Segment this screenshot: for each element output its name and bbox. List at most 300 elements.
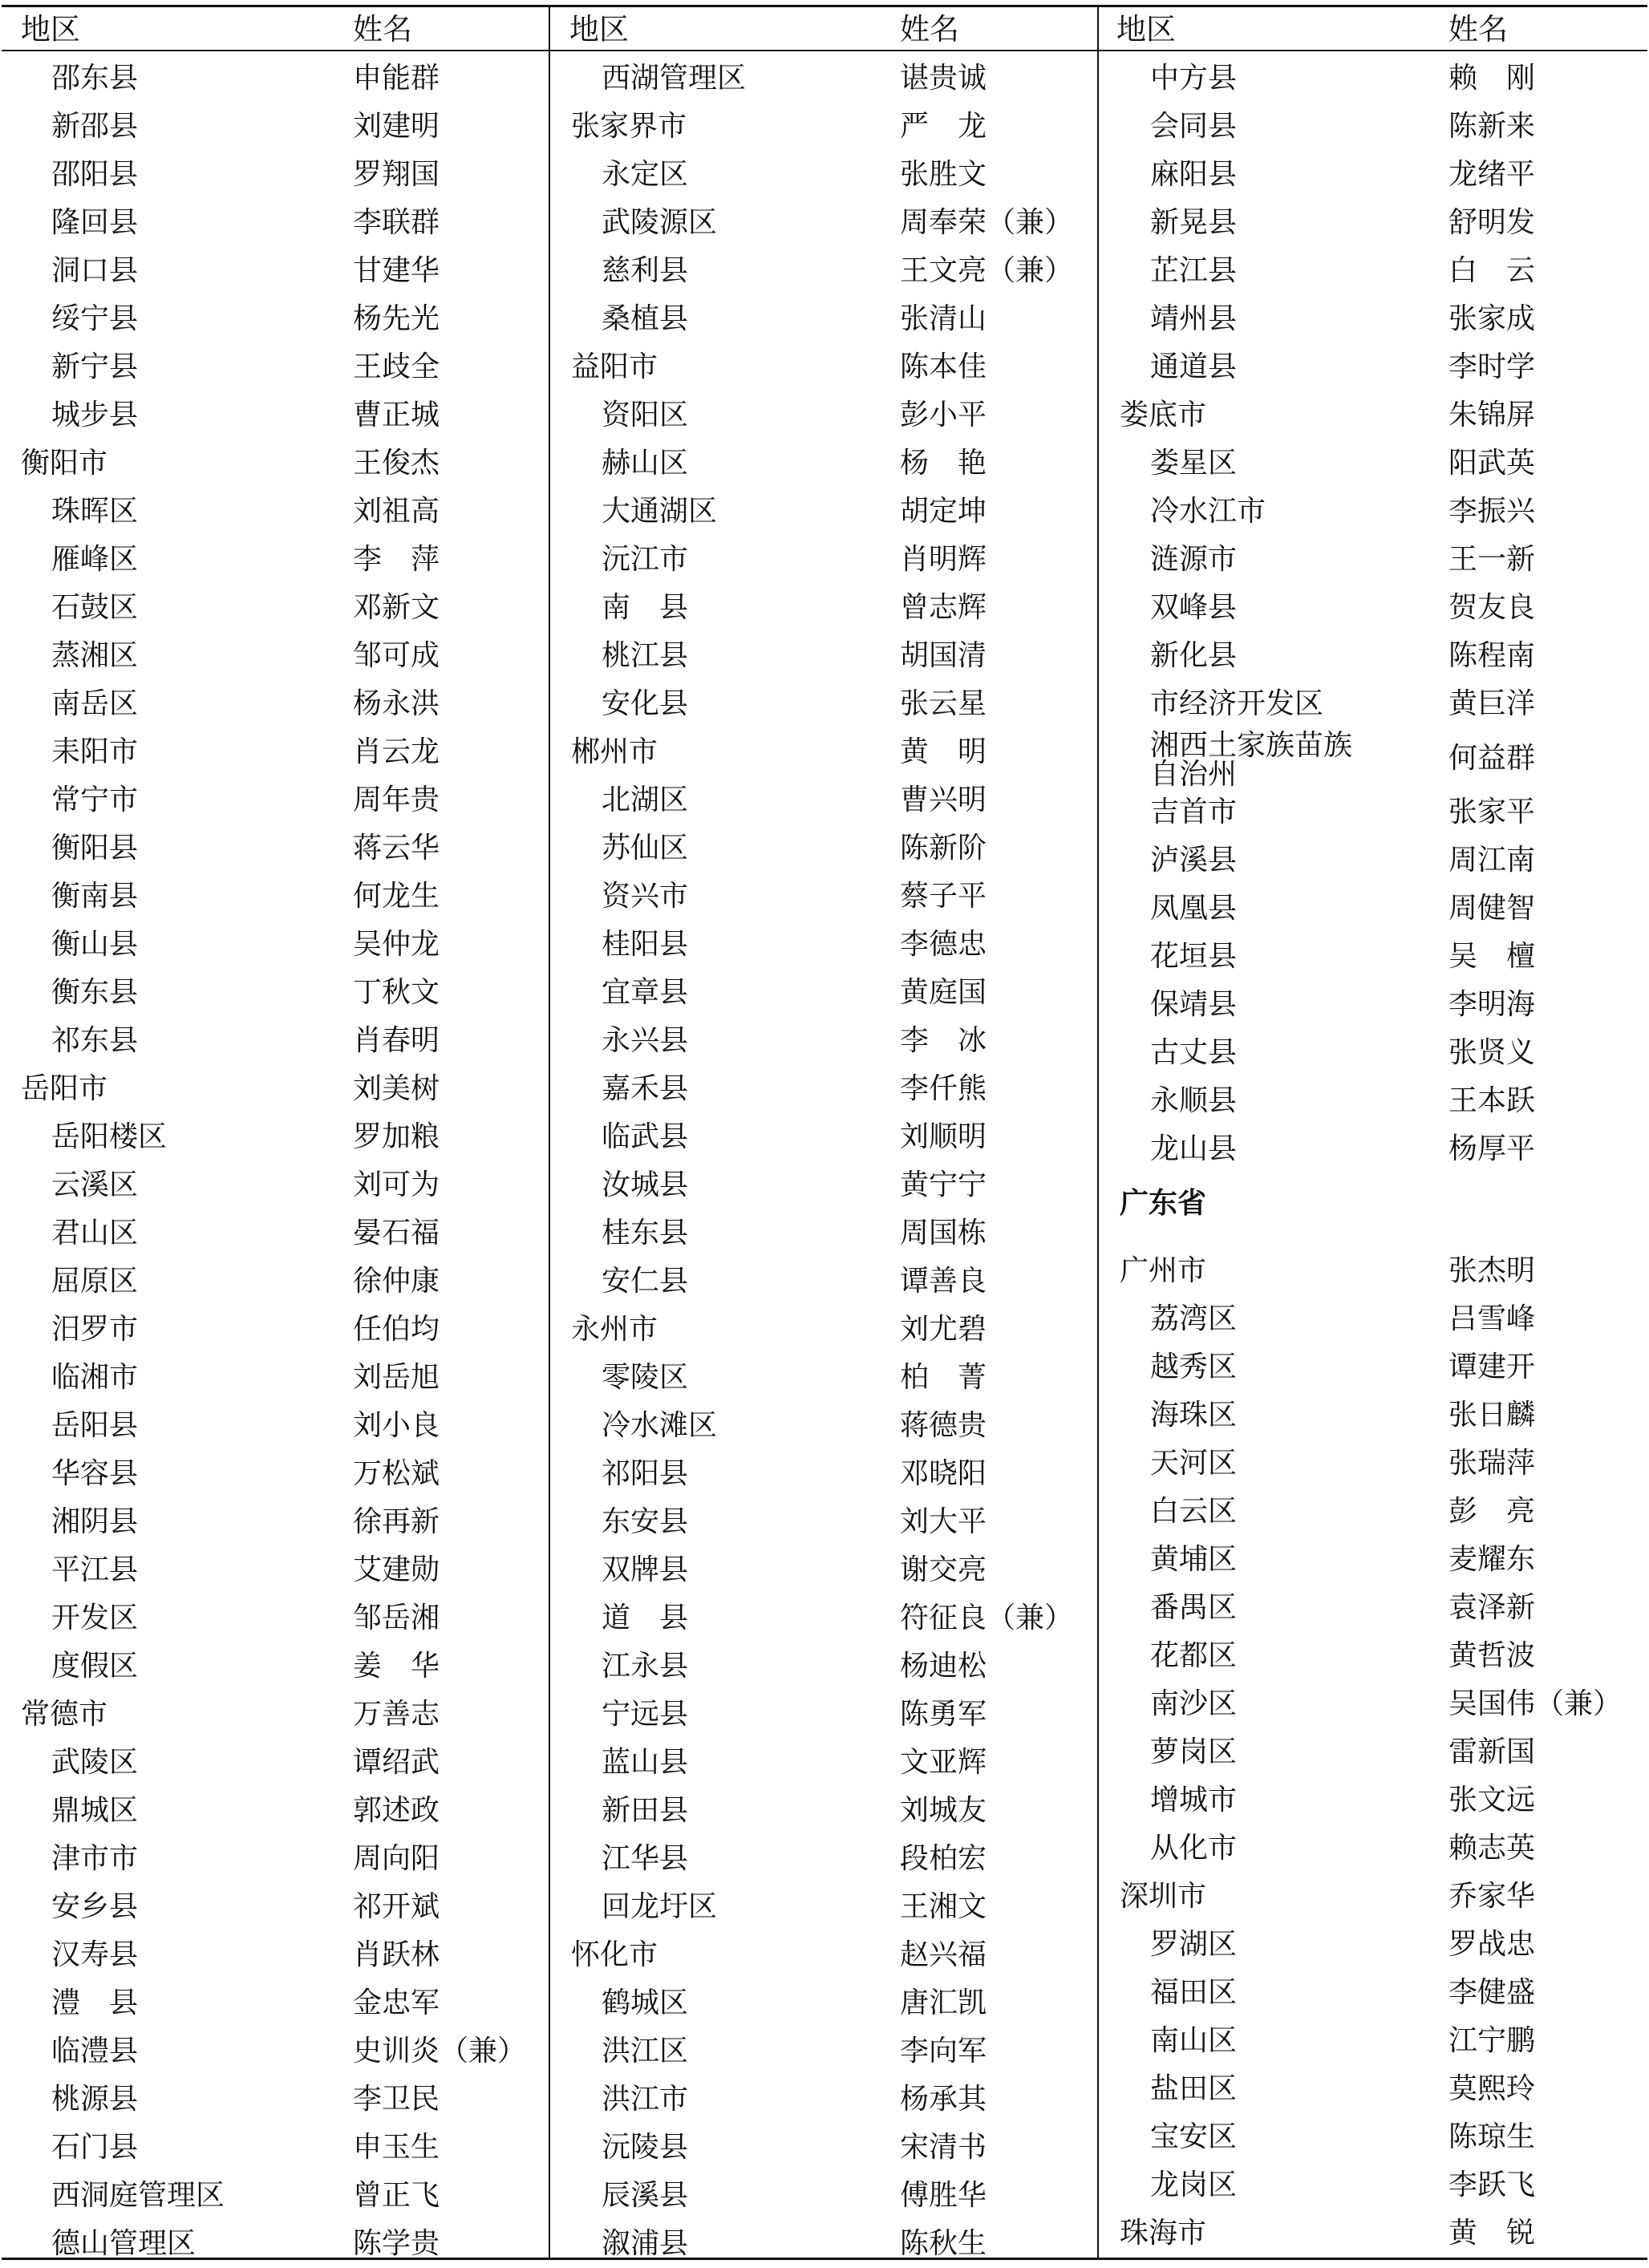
table-row [550, 1979, 1097, 2027]
table-row [0, 776, 547, 824]
area-cell: 邵东县 [51, 62, 139, 95]
table-column-3 [1099, 6, 1646, 2250]
name-cell: 王文亮（兼） [900, 254, 1074, 287]
name-cell: 刘祖高 [353, 495, 440, 528]
area-cell: 苏仙区 [602, 832, 689, 865]
table-row [1099, 728, 1646, 791]
area-header: 地区 [21, 12, 80, 47]
table-row [0, 1258, 547, 1306]
table-row [550, 295, 1097, 343]
name-cell: 王歧全 [353, 350, 440, 383]
area-cell: 南 县 [602, 591, 689, 624]
area-cell: 江华县 [602, 1842, 689, 1875]
area-cell: 新化县 [1150, 639, 1238, 672]
name-cell: 李 冰 [900, 1024, 987, 1057]
area-cell: 永顺县 [1150, 1084, 1238, 1117]
area-cell: 湘阴县 [51, 1505, 139, 1538]
name-cell: 王一新 [1448, 543, 1536, 576]
table-row [1099, 488, 1646, 536]
name-cell: 乔家华 [1448, 1880, 1536, 1913]
table-row [0, 680, 547, 728]
area-cell: 永兴县 [602, 1024, 689, 1057]
table-row [1099, 2065, 1646, 2113]
name-cell: 谭建开 [1448, 1351, 1536, 1383]
area-cell: 广州市 [1120, 1254, 1207, 1287]
table-row [550, 1402, 1097, 1450]
name-cell: 陈新来 [1448, 110, 1536, 143]
name-cell: 张日麟 [1448, 1399, 1536, 1432]
table-row [0, 824, 547, 873]
name-header: 姓名 [353, 12, 412, 47]
name-cell: 杨 艳 [900, 447, 987, 480]
name-cell: 刘可为 [353, 1168, 440, 1201]
name-cell: 刘顺明 [900, 1120, 987, 1153]
table-row [1099, 1488, 1646, 1536]
name-cell: 李卫民 [353, 2083, 440, 2116]
table-row [1099, 1295, 1646, 1343]
area-cell: 福田区 [1150, 1976, 1238, 2009]
table-row [1099, 2209, 1646, 2258]
table-row [0, 1065, 547, 1113]
name-cell: 宋清书 [900, 2131, 987, 2164]
area-cell: 回龙圩区 [602, 1890, 718, 1923]
area-header: 地区 [1116, 12, 1176, 47]
table-row [550, 1498, 1097, 1546]
table-row [0, 2172, 547, 2220]
area-cell: 新晃县 [1150, 206, 1238, 239]
name-cell: 江宁鹏 [1448, 2024, 1536, 2057]
area-cell: 岳阳市 [21, 1072, 108, 1105]
area-cell: 大通湖区 [602, 495, 718, 528]
table-row [550, 55, 1097, 103]
name-cell: 周江南 [1448, 844, 1536, 877]
name-cell: 曹正城 [353, 399, 440, 431]
area-cell: 会同县 [1150, 110, 1238, 143]
column-rows [550, 55, 1097, 2268]
name-cell: 王湘文 [900, 1890, 987, 1923]
table-row [550, 1835, 1097, 1883]
name-cell: 谭善良 [900, 1265, 987, 1298]
table-row [1099, 680, 1646, 728]
column-header [0, 6, 547, 51]
table-row [1099, 391, 1646, 439]
name-cell: 陈琼生 [1448, 2120, 1536, 2153]
name-cell: 肖明辉 [900, 543, 987, 576]
name-cell: 刘城友 [900, 1794, 987, 1827]
name-cell: 彭小平 [900, 399, 987, 431]
name-cell: 邹可成 [353, 639, 440, 672]
area-cell: 宝安区 [1150, 2120, 1238, 2153]
name-cell: 胡国清 [900, 639, 987, 672]
name-cell: 刘大平 [900, 1505, 987, 1538]
area-cell: 零陵区 [602, 1361, 689, 1394]
area-cell: 南沙区 [1150, 1687, 1238, 1720]
area-cell: 桃江县 [602, 639, 689, 672]
name-cell: 李明海 [1448, 988, 1536, 1021]
area-cell: 怀化市 [571, 1938, 658, 1971]
name-cell: 艾建勋 [353, 1553, 440, 1586]
area-cell: 宜章县 [602, 976, 689, 1009]
area-cell: 双牌县 [602, 1553, 689, 1586]
area-cell: 桃源县 [51, 2083, 139, 2116]
area-cell: 汨罗市 [51, 1313, 139, 1346]
table-row [550, 2076, 1097, 2124]
name-cell: 杨厚平 [1448, 1132, 1536, 1165]
area-cell: 泸溪县 [1150, 844, 1238, 877]
area-cell: 沅江市 [602, 543, 689, 576]
name-cell: 李仟熊 [900, 1072, 987, 1105]
area-cell: 黄埔区 [1150, 1543, 1238, 1576]
name-cell: 李健盛 [1448, 1976, 1536, 2009]
area-cell: 汝城县 [602, 1168, 689, 1201]
name-cell: 刘小良 [353, 1409, 440, 1442]
area-cell: 新邵县 [51, 110, 139, 143]
area-cell: 西湖管理区 [602, 62, 747, 95]
area-cell: 德山管理区 [51, 2227, 197, 2260]
area-cell: 古丈县 [1150, 1036, 1238, 1069]
area-cell: 东安县 [602, 1505, 689, 1538]
table-row [550, 103, 1097, 151]
area-cell: 安乡县 [51, 1890, 139, 1923]
table-row [0, 728, 547, 776]
table-row [0, 1787, 547, 1835]
name-cell: 罗翔国 [353, 158, 440, 191]
table-row [1099, 933, 1646, 981]
table-row [0, 488, 547, 536]
area-cell: 洪江区 [602, 2035, 689, 2068]
table-row [0, 1594, 547, 1642]
area-cell: 从化市 [1150, 1832, 1238, 1865]
name-cell: 肖春明 [353, 1024, 440, 1057]
name-cell: 傅胜华 [900, 2179, 987, 2212]
name-cell: 曹兴明 [900, 784, 987, 816]
table-row [1099, 1680, 1646, 1728]
table-row [1099, 247, 1646, 295]
area-cell: 罗湖区 [1150, 1928, 1238, 1961]
name-cell: 麦耀东 [1448, 1543, 1536, 1576]
name-cell: 张云星 [900, 687, 987, 720]
area-cell: 雁峰区 [51, 543, 139, 576]
table-column-2 [550, 6, 1097, 2260]
name-cell: 邓新文 [353, 591, 440, 624]
name-cell: 张家平 [1448, 796, 1536, 828]
table-row [550, 247, 1097, 295]
area-cell: 汉寿县 [51, 1938, 139, 1971]
area-cell: 嘉禾县 [602, 1072, 689, 1105]
name-header: 姓名 [900, 12, 959, 47]
name-cell: 何益群 [1448, 742, 1536, 775]
table-row [550, 1642, 1097, 1691]
area-cell: 花垣县 [1150, 940, 1238, 973]
table-row [550, 1739, 1097, 1787]
name-cell: 蒋云华 [353, 832, 440, 865]
table-row [550, 488, 1097, 536]
area-cell: 永州市 [571, 1313, 658, 1346]
table-row [1099, 55, 1646, 103]
name-cell: 胡定坤 [900, 495, 987, 528]
table-row [1099, 199, 1646, 247]
name-cell: 史训炎（兼） [353, 2035, 527, 2068]
name-cell: 雷新国 [1448, 1735, 1536, 1768]
area-cell: 华容县 [51, 1457, 139, 1490]
area-cell: 赫山区 [602, 447, 689, 480]
table-row [0, 1883, 547, 1931]
area-cell: 祁东县 [51, 1024, 139, 1057]
name-cell: 何龙生 [353, 880, 440, 913]
table-row [0, 1402, 547, 1450]
table-row [0, 439, 547, 488]
name-cell: 唐汇凯 [900, 1987, 987, 2019]
name-cell: 朱锦屏 [1448, 399, 1536, 431]
table-row [1099, 1584, 1646, 1632]
area-cell: 屈原区 [51, 1265, 139, 1298]
table-row [0, 1017, 547, 1065]
name-cell: 谌贵诚 [900, 62, 987, 95]
table-row [0, 295, 547, 343]
table-row [550, 776, 1097, 824]
name-cell: 刘建明 [353, 110, 440, 143]
area-cell: 靖州县 [1150, 302, 1238, 335]
area-cell: 城步县 [51, 399, 139, 431]
name-cell: 肖云龙 [353, 735, 440, 768]
table-row [0, 391, 547, 439]
table-row [0, 1161, 547, 1209]
area-cell: 道 县 [602, 1602, 689, 1634]
name-cell: 杨迪松 [900, 1650, 987, 1683]
area-cell: 辰溪县 [602, 2179, 689, 2212]
table-row [0, 1113, 547, 1161]
area-cell: 溆浦县 [602, 2227, 689, 2260]
name-cell: 严 龙 [900, 110, 987, 143]
table-row [550, 1787, 1097, 1835]
table-row [550, 1450, 1097, 1498]
area-cell: 武陵区 [51, 1746, 139, 1779]
area-cell: 石门县 [51, 2131, 139, 2164]
name-cell: 周奉荣（兼） [900, 206, 1074, 239]
name-cell: 申玉生 [353, 2131, 440, 2164]
name-cell: 杨先光 [353, 302, 440, 335]
area-cell: 新宁县 [51, 350, 139, 383]
table-row [550, 1065, 1097, 1113]
table-row [0, 2220, 547, 2268]
area-cell: 隆回县 [51, 206, 139, 239]
area-cell: 祁阳县 [602, 1457, 689, 1490]
name-cell: 罗战忠 [1448, 1928, 1536, 1961]
table-row [0, 1642, 547, 1691]
area-cell: 君山区 [51, 1217, 139, 1249]
table-row [550, 439, 1097, 488]
area-cell: 张家界市 [571, 110, 687, 143]
area-cell: 中方县 [1150, 62, 1238, 95]
table-row [0, 199, 547, 247]
area-cell: 常德市 [21, 1698, 108, 1731]
name-cell: 舒明发 [1448, 206, 1536, 239]
area-cell: 常宁市 [51, 784, 139, 816]
area-cell: 麻阳县 [1150, 158, 1238, 191]
table-row [1099, 1921, 1646, 1969]
name-cell: 彭 亮 [1448, 1495, 1536, 1528]
table-row [0, 584, 547, 632]
table-row [550, 824, 1097, 873]
area-cell: 洞口县 [51, 254, 139, 287]
area-cell: 荔湾区 [1150, 1302, 1238, 1335]
area-cell: 桂阳县 [602, 928, 689, 961]
name-cell: 李跃飞 [1448, 2169, 1536, 2201]
name-cell: 张家成 [1448, 302, 1536, 335]
name-cell: 黄宁宁 [900, 1168, 987, 1201]
table-row [550, 1354, 1097, 1402]
name-cell: 赖 刚 [1448, 62, 1536, 95]
area-cell: 冷水滩区 [602, 1409, 718, 1442]
area-cell: 津市市 [51, 1842, 139, 1875]
table-row [1099, 1077, 1646, 1125]
area-cell: 衡山县 [51, 928, 139, 961]
area-cell: 耒阳市 [51, 735, 139, 768]
area-cell: 桂东县 [602, 1217, 689, 1249]
area-cell: 番禺区 [1150, 1591, 1238, 1624]
area-cell: 天河区 [1150, 1447, 1238, 1480]
name-cell: 徐再新 [353, 1505, 440, 1538]
table-row [550, 632, 1097, 680]
table-row [550, 1546, 1097, 1594]
area-cell: 海珠区 [1150, 1399, 1238, 1432]
table-row [0, 1979, 547, 2027]
name-cell: 杨承其 [900, 2083, 987, 2116]
area-cell: 花都区 [1150, 1639, 1238, 1672]
area-cell: 郴州市 [571, 735, 658, 768]
name-cell: 周健智 [1448, 892, 1536, 925]
table-row [0, 1691, 547, 1739]
name-cell: 刘岳旭 [353, 1361, 440, 1394]
table-row [550, 1883, 1097, 1931]
table-row [0, 1306, 547, 1354]
table-row [1099, 584, 1646, 632]
table-row [550, 1306, 1097, 1354]
name-cell: 姜 华 [353, 1650, 440, 1683]
table-row [0, 1835, 547, 1883]
table-row [0, 1450, 547, 1498]
table-row [0, 343, 547, 391]
area-cell: 平江县 [51, 1553, 139, 1586]
area-cell: 龙岗区 [1150, 2169, 1238, 2201]
area-cell: 珠海市 [1120, 2217, 1207, 2250]
area-cell: 深圳市 [1120, 1880, 1207, 1913]
table-row [0, 103, 547, 151]
table-row [1099, 1391, 1646, 1440]
name-cell: 刘尤碧 [900, 1313, 987, 1346]
table-row [0, 151, 547, 199]
table-row [1099, 1632, 1646, 1680]
name-cell: 李联群 [353, 206, 440, 239]
table-row [1099, 1125, 1646, 1173]
name-cell: 吴 檀 [1448, 940, 1536, 973]
table-row [1099, 1776, 1646, 1825]
table-row [1099, 2017, 1646, 2065]
table-row [0, 1209, 547, 1258]
table-row [1099, 151, 1646, 199]
name-cell: 段柏宏 [900, 1842, 987, 1875]
table-row [1099, 295, 1646, 343]
area-cell: 白云区 [1150, 1495, 1238, 1528]
name-cell: 谢交亮 [900, 1553, 987, 1586]
area-cell: 资阳区 [602, 399, 689, 431]
name-cell: 龙绪平 [1448, 158, 1536, 191]
area-cell: 娄星区 [1150, 447, 1238, 480]
area-cell: 北湖区 [602, 784, 689, 816]
table-row [1099, 1536, 1646, 1584]
area-cell: 江永县 [602, 1650, 689, 1683]
table-row [1099, 1728, 1646, 1776]
area-cell: 石鼓区 [51, 591, 139, 624]
name-cell: 赵兴福 [900, 1938, 987, 1971]
name-cell: 周向阳 [353, 1842, 440, 1875]
area-cell: 娄底市 [1120, 399, 1207, 431]
table-row [1099, 836, 1646, 885]
area-cell: 岳阳县 [51, 1409, 139, 1442]
name-cell: 黄 明 [900, 735, 987, 768]
table-row [550, 1594, 1097, 1642]
table-row [1099, 103, 1646, 151]
area-cell: 武陵源区 [602, 206, 718, 239]
table-row [1099, 536, 1646, 584]
name-cell: 蒋德贵 [900, 1409, 987, 1442]
name-cell: 李德忠 [900, 928, 987, 961]
table-row [0, 921, 547, 969]
table-row [0, 2124, 547, 2172]
name-cell: 黄哲波 [1448, 1639, 1536, 1672]
name-header: 姓名 [1448, 12, 1508, 47]
table-row [1099, 981, 1646, 1029]
province-heading: 广东省 [1120, 1187, 1207, 1220]
table-row [0, 536, 547, 584]
table-row [550, 199, 1097, 247]
table-row [1099, 885, 1646, 933]
name-cell: 张杰明 [1448, 1254, 1536, 1287]
table-row [1099, 1343, 1646, 1391]
table-row [550, 343, 1097, 391]
area-cell: 澧 县 [51, 1987, 139, 2019]
table-row [550, 1931, 1097, 1979]
area-cell: 通道县 [1150, 350, 1238, 383]
table-row [550, 1017, 1097, 1065]
table-row [1099, 1825, 1646, 1873]
name-cell: 曾正飞 [353, 2179, 440, 2212]
table-row [0, 2027, 547, 2076]
table-column-1 [0, 6, 547, 2260]
area-cell: 宁远县 [602, 1698, 689, 1731]
name-cell: 祁开斌 [353, 1890, 440, 1923]
table-row [550, 151, 1097, 199]
name-cell: 张瑞萍 [1448, 1447, 1536, 1480]
table-row [0, 247, 547, 295]
area-cell: 盐田区 [1150, 2072, 1238, 2105]
name-cell: 张清山 [900, 302, 987, 335]
name-cell: 万善志 [353, 1698, 440, 1731]
table-row [1099, 439, 1646, 488]
column-header [1099, 6, 1646, 51]
table-row [1099, 1873, 1646, 1921]
area-cell: 越秀区 [1150, 1351, 1238, 1383]
area-cell: 沅陵县 [602, 2131, 689, 2164]
table-row [0, 55, 547, 103]
name-cell: 李时学 [1448, 350, 1536, 383]
name-cell: 张文远 [1448, 1784, 1536, 1816]
area-cell: 洪江市 [602, 2083, 689, 2116]
table-row [550, 1113, 1097, 1161]
area-cell: 永定区 [602, 158, 689, 191]
name-cell: 陈程南 [1448, 639, 1536, 672]
area-cell: 西洞庭管理区 [51, 2179, 225, 2212]
